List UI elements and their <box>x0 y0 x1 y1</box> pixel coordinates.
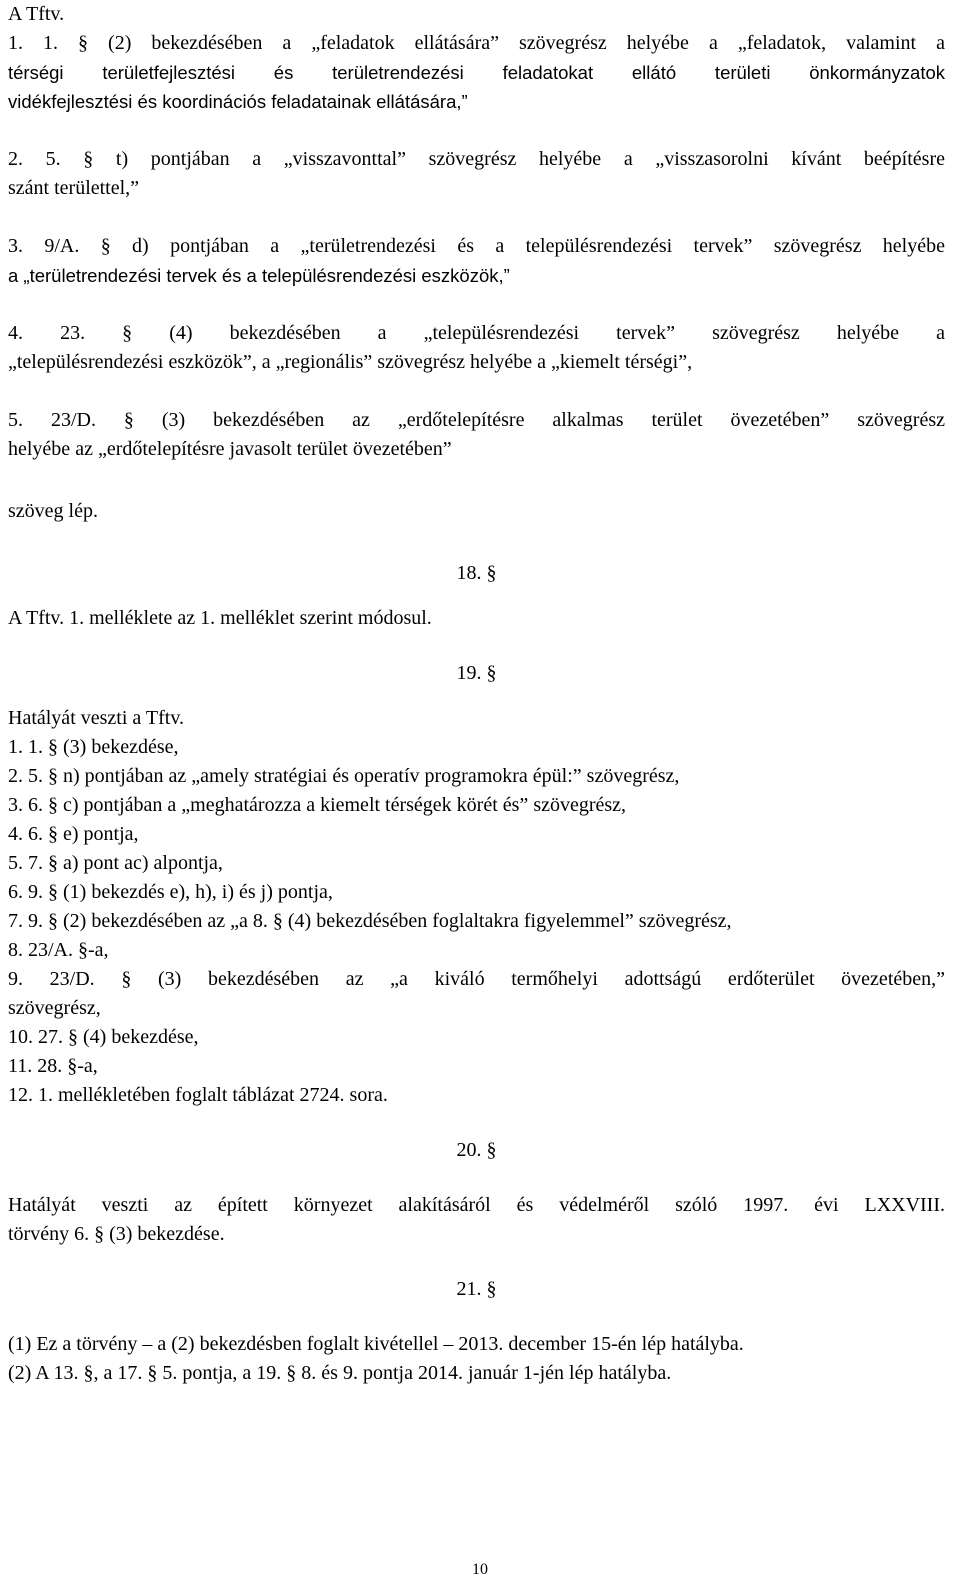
amendment-1 <box>8 29 945 116</box>
section-20-text <box>8 1191 945 1249</box>
intro-line: A Tftv. <box>8 3 65 25</box>
amendment-4-line-2: „településrendezési eszközök”, a „regionális” szövegrész helyébe a „kiemelt térségi”, <box>8 351 693 373</box>
list-item: 11. 28. §-a, <box>8 1055 98 1077</box>
page-number: 10 <box>472 1561 488 1578</box>
amendment-5 <box>8 406 945 464</box>
amendment-4 <box>8 319 945 377</box>
list-item-9-line-2: szövegrész, <box>8 997 101 1019</box>
list-item: 6. 9. § (1) bekezdés e), h), i) és j) pontja, <box>8 881 333 903</box>
amendment-5-line-2: helyébe az „erdőtelepítésre javasolt terület övezetében” <box>8 438 452 460</box>
list-item: 7. 9. § (2) bekezdésében az „a 8. § (4) bekezdésében foglaltakra figyelemmel” szövegrész, <box>8 910 732 932</box>
list-item: 1. 1. § (3) bekezdése, <box>8 736 179 758</box>
section-21-heading: 21. § <box>456 1278 497 1300</box>
amendment-3-line-1: 3. 9/A. § d) pontjában a „területrendezési és a településrendezési tervek” szövegrész helyébe <box>8 235 945 257</box>
amendment-3-line-2: a „területrendezési tervek és a településrendezési eszközök,” <box>8 265 510 286</box>
section-19-heading: 19. § <box>456 662 497 684</box>
list-item: 2. 5. § n) pontjában az „amely stratégiai és operatív programokra épül:” szövegrész, <box>8 765 680 787</box>
list-item: 10. 27. § (4) bekezdése, <box>8 1026 199 1048</box>
amendment-2-line-1: 2. 5. § t) pontjában a „visszavonttal” szövegrész helyébe a „visszasorolni kívánt beépítésre <box>8 148 945 170</box>
section-21-paragraph-2: (2) A 13. §, a 17. § 5. pontja, a 19. § 8. és 9. pontja 2014. január 1-jén lép hatályba. <box>8 1362 672 1384</box>
section-18-heading: 18. § <box>456 562 497 584</box>
amendment-1-line-2: térségi területfejlesztési és területrendezési feladatokat ellátó területi önkormányzatok <box>8 62 945 83</box>
amendment-1-line-3: vidékfejlesztési és koordinációs feladatainak ellátására,” <box>8 91 468 112</box>
amendment-4-line-1: 4. 23. § (4) bekezdésében a „településrendezési tervek” szövegrész helyébe a <box>8 322 945 344</box>
list-item-9-line-1: 9. 23/D. § (3) bekezdésében az „a kiváló termőhelyi adottságú erdőterület övezetében,” <box>8 968 945 990</box>
document-page <box>8 0 945 1388</box>
amendment-3 <box>8 232 945 290</box>
amendment-1-line-1: 1. 1. § (2) bekezdésében a „feladatok ellátására” szövegrész helyébe a „feladatok, valamint a <box>8 32 945 54</box>
list-item: 3. 6. § c) pontjában a „meghatározza a kiemelt térségek körét és” szövegrész, <box>8 794 627 816</box>
list-item: 4. 6. § e) pontja, <box>8 823 139 845</box>
section-20-heading: 20. § <box>456 1139 497 1161</box>
amendment-2 <box>8 145 945 203</box>
section-20-line-2: törvény 6. § (3) bekezdése. <box>8 1223 225 1245</box>
section-19-list <box>8 733 945 1110</box>
closing-line: szöveg lép. <box>8 500 98 522</box>
section-18-text: A Tftv. 1. melléklete az 1. melléklet szerint módosul. <box>8 607 432 629</box>
section-21-paragraph-1: (1) Ez a törvény – a (2) bekezdésben foglalt kivétellel – 2013. december 15-én lép hatályba. <box>8 1333 744 1355</box>
list-item: 8. 23/A. §-a, <box>8 939 109 961</box>
list-item: 5. 7. § a) pont ac) alpontja, <box>8 852 223 874</box>
section-20-line-1: Hatályát veszti az épített környezet alakításáról és védelméről szóló 1997. évi LXXVIII. <box>8 1194 945 1216</box>
list-item: 12. 1. mellékletében foglalt táblázat 2724. sora. <box>8 1084 388 1106</box>
amendment-2-line-2: szánt területtel,” <box>8 177 140 199</box>
section-19-intro: Hatályát veszti a Tftv. <box>8 707 185 729</box>
amendment-5-line-1: 5. 23/D. § (3) bekezdésében az „erdőtelepítésre alkalmas terület övezetében” szövegrész <box>8 409 945 431</box>
